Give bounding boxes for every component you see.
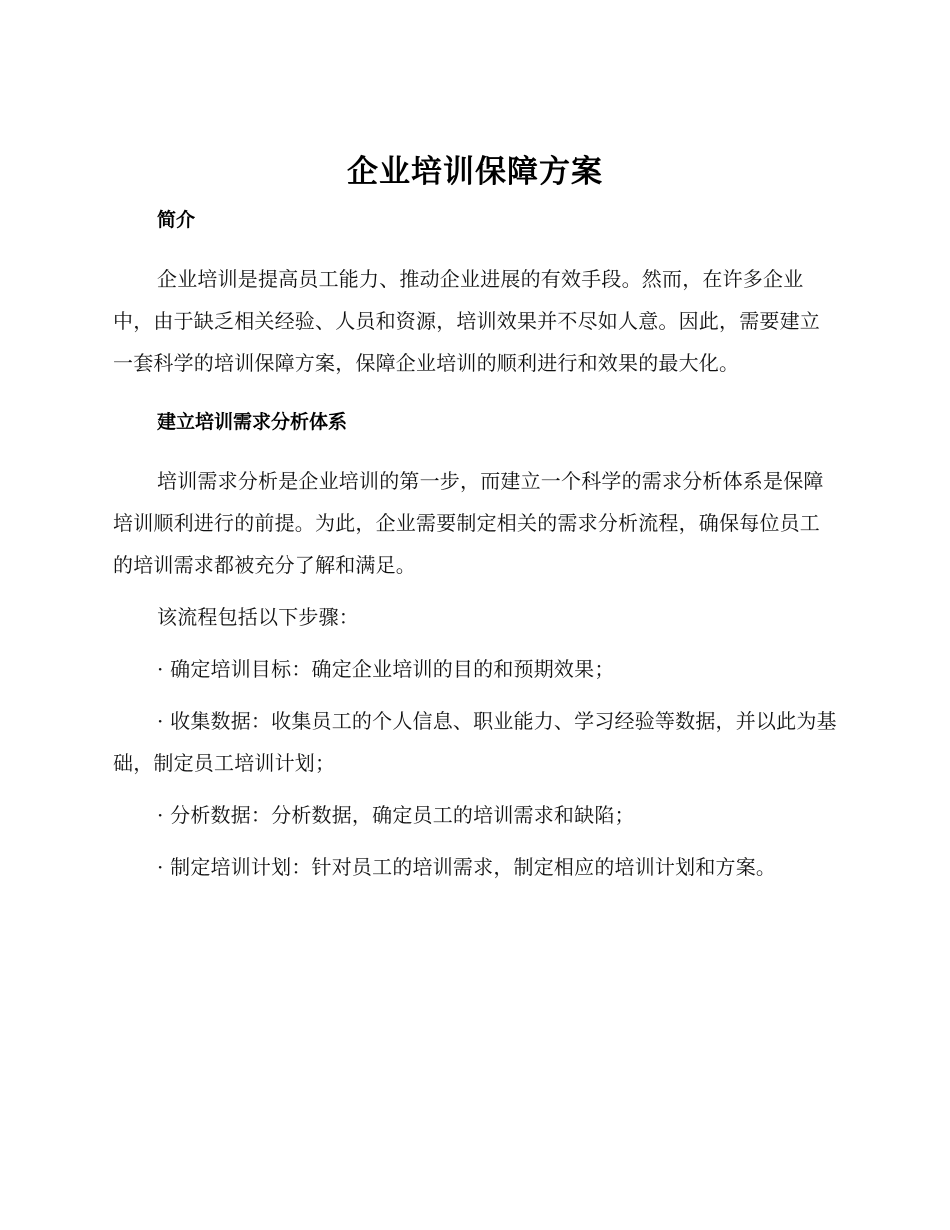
needs-analysis-paragraph: 培训需求分析是企业培训的第一步，而建立一个科学的需求分析体系是保障培训顺利进行的前提。为此，企业需要制定相关的需求分析流程，确保每位员工的培训需求都被充分了解和满足。 — [113, 469, 824, 577]
step-item-2: · 收集数据：收集员工的个人信息、职业能力、学习经验等数据，并以此为基础，制定员工培训计划； — [113, 709, 837, 775]
section-heading-intro: 简介 — [157, 209, 196, 231]
document-body — [113, 206, 837, 888]
step-item-4: · 制定培训计划：针对员工的培训需求，制定相应的培训计划和方案。 — [157, 855, 777, 879]
step-item-1: · 确定培训目标：确定企业培训的目的和预期效果； — [157, 657, 615, 681]
section-heading-needs-analysis: 建立培训需求分析体系 — [157, 411, 348, 433]
document-title: 企业培训保障方案 — [347, 154, 603, 190]
step-item-3: · 分析数据：分析数据，确定员工的培训需求和缺陷； — [157, 803, 635, 827]
steps-intro-paragraph: 该流程包括以下步骤： — [157, 605, 359, 629]
intro-paragraph: 企业培训是提高员工能力、推动企业进展的有效手段。然而，在许多企业中，由于缺乏相关经验、人员和资源，培训效果并不尽如人意。因此，需要建立一套科学的培训保障方案，保障企业培训的顺利进行和效果的最大化。 — [113, 267, 820, 375]
